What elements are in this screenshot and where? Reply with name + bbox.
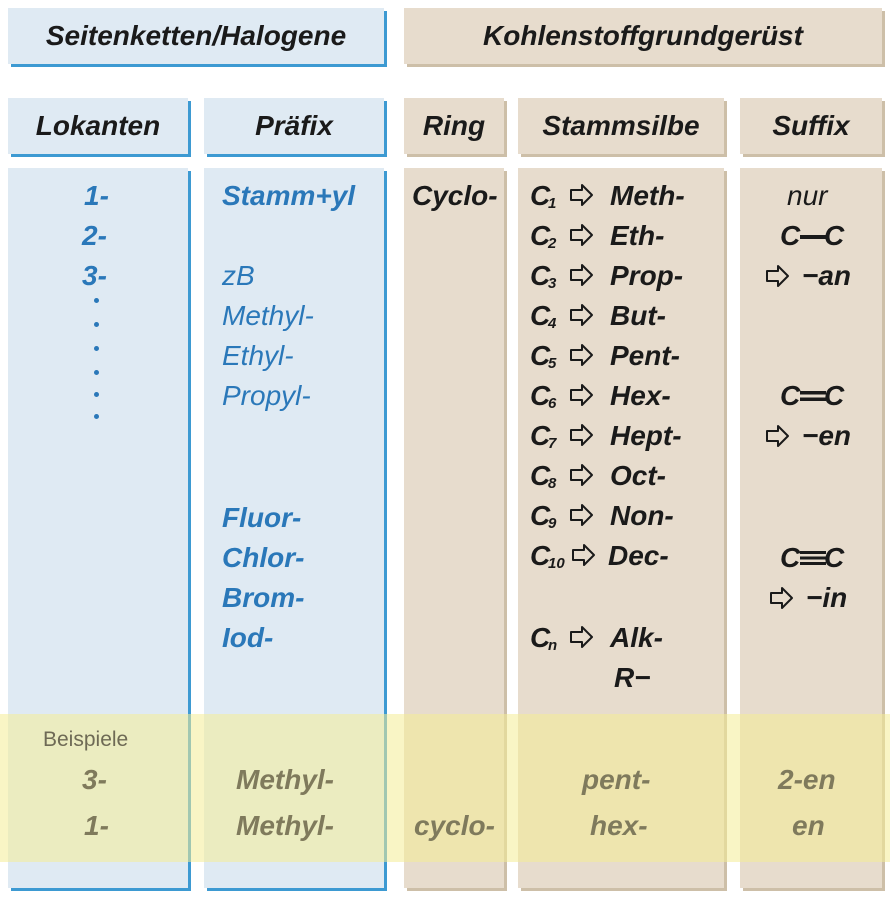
arrow-right-icon — [570, 622, 594, 652]
lokant-2: 2- — [82, 220, 107, 251]
stamm-name: Meth- — [610, 180, 685, 211]
beispiel-2-suffix: en — [792, 810, 825, 841]
beispiel-1-praefix: Methyl- — [236, 764, 334, 795]
stamm-carbon: C — [530, 622, 551, 653]
header-lokanten — [8, 98, 188, 154]
praefix-zb: zB — [222, 260, 255, 291]
beispiel-2-lokant: 1- — [84, 810, 109, 841]
stamm-subscript: 1 — [548, 195, 557, 212]
stamm-carbon: C — [530, 220, 551, 251]
arrow-right-icon — [570, 420, 594, 450]
beispiel-1-lokant: 3- — [82, 764, 107, 795]
stamm-row-c6 — [530, 376, 720, 416]
stamm-name: Alk- — [610, 622, 663, 653]
bond-atom-a: C — [780, 380, 801, 411]
suffix-in — [770, 578, 880, 618]
arrow-right-icon — [570, 340, 594, 370]
double-bond-icon — [800, 390, 826, 402]
stamm-name: But- — [610, 300, 666, 331]
bond-atom-b: C — [824, 380, 845, 411]
halogen-iod: Iod- — [222, 622, 274, 653]
stamm-row-c9 — [530, 496, 720, 536]
triple-bond-icon — [800, 550, 826, 566]
lokant-1: 1- — [84, 180, 109, 211]
stamm-row-c7 — [530, 416, 720, 456]
stamm-subscript: 4 — [548, 315, 557, 332]
beispiele-label: Beispiele — [43, 728, 129, 751]
bond-double — [780, 376, 850, 416]
arrow-right-icon — [570, 460, 594, 490]
stamm-subscript: 9 — [548, 515, 557, 532]
header-seitenketten-halogene — [8, 8, 384, 64]
stamm-row-general — [530, 618, 720, 658]
suffix-an-label: −an — [802, 260, 852, 291]
stamm-row-c5 — [530, 336, 720, 376]
suffix-en — [766, 416, 876, 456]
praefix-example-ethyl: Ethyl- — [222, 340, 294, 371]
stamm-name: Hex- — [610, 380, 671, 411]
stamm-name: Oct- — [610, 460, 666, 491]
stamm-carbon: C — [530, 300, 551, 331]
stamm-subscript: 10 — [548, 555, 565, 572]
arrow-right-icon — [570, 180, 594, 210]
beispiel-1-suffix: 2-en — [778, 764, 836, 795]
stamm-carbon: C — [530, 420, 551, 451]
stamm-carbon: C — [530, 260, 551, 291]
stamm-name: Pent- — [610, 340, 680, 371]
halogen-brom: Brom- — [222, 582, 305, 613]
header-lokanten-label: Lokanten — [35, 110, 161, 141]
stamm-carbon: C — [530, 540, 551, 571]
stamm-carbon: C — [530, 340, 551, 371]
stamm-row-c1 — [530, 176, 720, 216]
beispiel-1-stamm: pent- — [582, 764, 651, 795]
stamm-r-label: R− — [614, 662, 651, 693]
arrow-right-icon — [770, 583, 794, 613]
header-praefix — [204, 98, 384, 154]
suffix-in-label: −in — [806, 582, 848, 613]
single-bond-icon — [800, 234, 826, 240]
stamm-carbon: C — [530, 500, 551, 531]
stamm-carbon: C — [530, 380, 551, 411]
header-seitenketten-halogene-label: Seitenketten/Halogene — [45, 20, 347, 51]
beispiel-2-ring: cyclo- — [414, 810, 495, 841]
arrow-right-icon — [766, 421, 790, 451]
bond-single — [780, 216, 850, 256]
halogen-chlor: Chlor- — [222, 542, 305, 573]
stamm-carbon: C — [530, 180, 551, 211]
stamm-row-c2 — [530, 216, 720, 256]
arrow-right-icon — [570, 300, 594, 330]
arrow-right-icon — [570, 500, 594, 530]
header-suffix-label: Suffix — [772, 110, 850, 141]
arrow-right-icon — [570, 260, 594, 290]
halogen-fluor: Fluor- — [222, 502, 302, 533]
praefix-example-propyl: Propyl- — [222, 380, 311, 411]
bond-triple — [780, 538, 850, 578]
arrow-right-icon — [572, 540, 596, 570]
header-kohlenstoffgrundgeruest-label: Kohlenstoffgrundgerüst — [483, 20, 803, 51]
bond-atom-a: C — [780, 220, 801, 251]
stamm-name: Prop- — [610, 260, 684, 291]
stamm-name: Dec- — [608, 540, 669, 571]
stamm-row-c4 — [530, 296, 720, 336]
stamm-subscript: 6 — [548, 395, 557, 412]
praefix-example-methyl: Methyl- — [222, 300, 314, 331]
stamm-row-c8 — [530, 456, 720, 496]
stamm-carbon: C — [530, 460, 551, 491]
suffix-an — [766, 256, 876, 296]
beispiel-2-praefix: Methyl- — [236, 810, 334, 841]
header-suffix — [740, 98, 882, 154]
stamm-subscript: 5 — [548, 355, 557, 372]
stamm-subscript: 8 — [548, 475, 557, 492]
header-praefix-label: Präfix — [255, 110, 333, 141]
stamm-subscript: 2 — [548, 235, 557, 252]
stamm-subscript: 3 — [548, 275, 557, 292]
bond-atom-b: C — [824, 220, 845, 251]
bond-atom-a: C — [780, 542, 801, 573]
stamm-subscript: n — [548, 637, 558, 654]
stamm-row-c10 — [530, 536, 720, 576]
beispiel-2-stamm: hex- — [590, 810, 648, 841]
arrow-right-icon — [570, 380, 594, 410]
suffix-en-label: −en — [802, 420, 852, 451]
ring-cyclo: Cyclo- — [412, 180, 498, 211]
header-ring — [404, 98, 504, 154]
header-kohlenstoffgrundgeruest — [404, 8, 882, 64]
header-stammsilbe-label: Stammsilbe — [542, 110, 700, 141]
stamm-name: Hept- — [610, 420, 682, 451]
suffix-nur: nur — [787, 180, 828, 211]
stamm-subscript: 7 — [548, 435, 557, 452]
stamm-name: Eth- — [610, 220, 665, 251]
stamm-name: Non- — [610, 500, 674, 531]
arrow-right-icon — [766, 261, 790, 291]
bond-atom-b: C — [824, 542, 845, 573]
header-stammsilbe — [518, 98, 724, 154]
arrow-right-icon — [570, 220, 594, 250]
stamm-row-c3 — [530, 256, 720, 296]
praefix-rule: Stamm+yl — [222, 180, 356, 211]
header-ring-label: Ring — [422, 110, 486, 141]
lokant-3: 3- — [82, 260, 107, 291]
